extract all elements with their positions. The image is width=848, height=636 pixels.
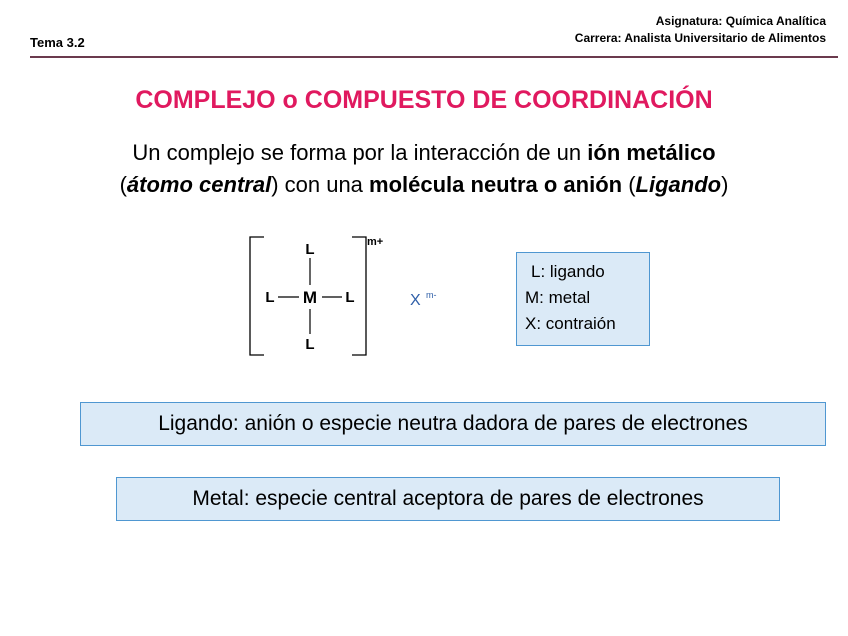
complex-charge: m+ — [367, 236, 384, 248]
legend-box — [516, 252, 650, 346]
career-label: Carrera: Analista Universitario de Alimentos — [574, 31, 826, 45]
ligand-bottom: L — [305, 336, 315, 353]
intro-ligand-term: Ligando — [635, 172, 722, 197]
legend-item-ligando: L: ligando — [531, 262, 605, 281]
course-info — [575, 13, 826, 47]
intro-text: ( — [622, 172, 636, 197]
legend-item-contraion: X: contraión — [525, 314, 616, 333]
topic-label: Tema 3.2 — [30, 35, 85, 50]
intro-line-2 — [40, 169, 808, 201]
ligand-definition: Ligando: anión o especie neutra dadora de pares de electrones — [158, 412, 748, 435]
coordination-complex-formula — [240, 228, 480, 366]
counterion-symbol: X — [410, 292, 421, 309]
subject-label: Asignatura: Química Analítica — [655, 14, 826, 28]
intro-text: ( — [119, 172, 127, 197]
ligand-right: L — [345, 289, 355, 306]
intro-central-atom: átomo central — [126, 172, 272, 197]
left-bracket — [250, 237, 264, 355]
ligand-definition-box — [80, 402, 826, 446]
intro-metal-ion: ión metálico — [587, 140, 716, 165]
legend-item-metal: M: metal — [525, 288, 591, 307]
header-divider — [30, 56, 838, 58]
metal-definition: Metal: especie central aceptora de pares de electrones — [192, 487, 704, 510]
counterion-charge: m- — [426, 290, 437, 300]
intro-text: ) — [721, 172, 729, 197]
ligand-left: L — [265, 289, 275, 306]
metal-center: M — [302, 288, 318, 307]
intro-ligand-type: molécula neutra o anión — [369, 172, 623, 197]
intro-text: Un complejo se forma por la interacción de un — [132, 140, 588, 165]
intro-line-1 — [40, 137, 808, 169]
metal-definition-box — [116, 477, 780, 521]
intro-text: ) con una — [271, 172, 370, 197]
ligand-top: L — [305, 241, 315, 258]
slide-title: COMPLEJO o COMPUESTO DE COORDINACIÓN — [135, 86, 713, 114]
intro-paragraph — [40, 137, 808, 201]
